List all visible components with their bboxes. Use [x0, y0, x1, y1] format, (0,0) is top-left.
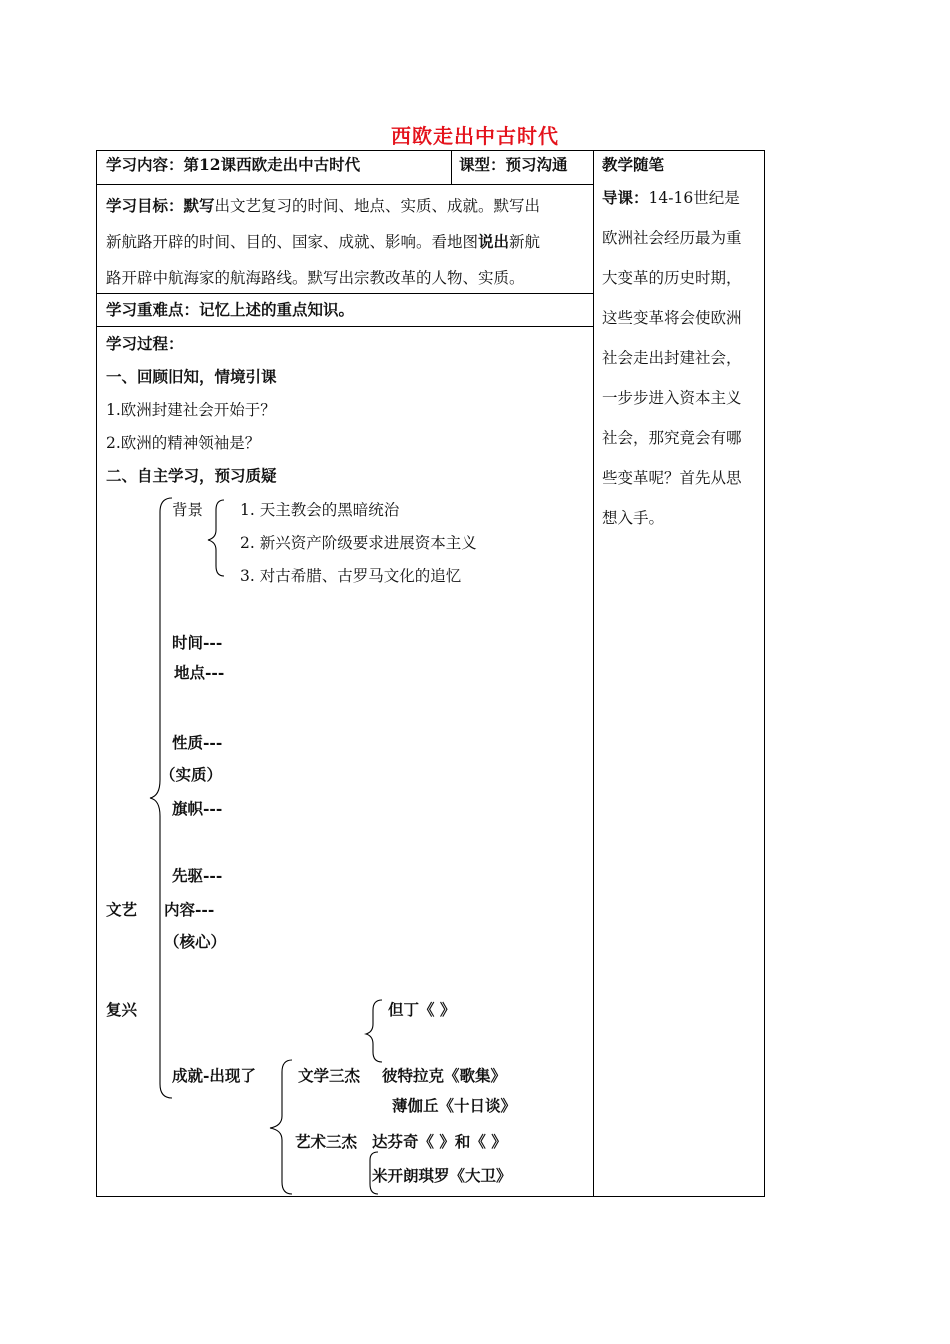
background-item-1: 1. 天主教会的黑暗统治	[240, 501, 400, 519]
background-label: 背景	[172, 501, 204, 519]
intro-label: 导课：	[602, 188, 649, 207]
table-right-border	[764, 150, 765, 1197]
content-label: 内容---	[164, 900, 215, 919]
davinci-works: 达芬奇《 》和《 》	[372, 1132, 507, 1151]
notes-line-8: 些变革呢？首先从思	[602, 469, 742, 487]
left-label-renaissance-1: 文艺	[106, 900, 138, 919]
background-item-3: 3. 对古希腊、古罗马文化的追忆	[240, 567, 462, 585]
notes-line-6: 一步步进入资本主义	[602, 389, 742, 407]
notes-line-3: 大变革的历史时期，	[602, 269, 742, 287]
notes-line-5: 社会走出封建社会，	[602, 349, 742, 367]
time-label: 时间---	[172, 633, 223, 652]
notes-line-2: 欧洲社会经历最为重	[602, 229, 742, 247]
learning-goals	[106, 188, 586, 296]
key-points-label: 学习重难点：	[106, 300, 200, 319]
notes-line-9: 想入手。	[602, 509, 665, 527]
nature-paren: （实质）	[160, 765, 223, 784]
goals-keyword-2: 说出	[478, 232, 510, 251]
key-points-value: 记忆上述的重点知识。	[199, 300, 355, 319]
lesson-type-value: 预习沟通	[505, 155, 568, 174]
goals-text-4: 路开辟中航海家的航海路线。默写出宗教改革的人物、实质。	[106, 269, 525, 287]
goals-label: 学习目标：	[106, 196, 184, 215]
dante-work: 但丁《 》	[388, 1000, 456, 1019]
teaching-notes	[602, 178, 742, 538]
content-value: 第12课西欧走出中古时代	[183, 155, 361, 174]
goals-text-1: 出文艺复习的时间、地点、实质、成就。默写出	[214, 197, 541, 215]
table-left-border	[96, 150, 97, 1197]
content-paren: （核心）	[164, 932, 227, 951]
main-brace	[150, 498, 172, 1098]
page-title: 西欧走出中古时代	[391, 124, 559, 148]
question-1: 1.欧洲封建社会开始于？	[106, 401, 276, 419]
nature-label: 性质---	[172, 733, 223, 752]
section-1-heading: 一、回顾旧知，情境引课	[106, 367, 277, 386]
goals-keyword-1: 默写	[183, 196, 215, 215]
art-label: 艺术三杰	[295, 1132, 358, 1151]
petrarch-work: 彼特拉克《歌集》	[382, 1066, 507, 1085]
notes-line-4: 这些变革将会使欧洲	[602, 309, 742, 327]
banner-label: 旗帜---	[172, 799, 223, 818]
boccaccio-work: 薄伽丘《十日谈》	[392, 1096, 517, 1115]
process-label: 学习过程：	[106, 334, 184, 353]
notes-column-divider	[593, 150, 594, 1197]
place-label: 地点---	[174, 663, 225, 682]
literature-label: 文学三杰	[298, 1066, 361, 1085]
goals-text-3: 新航	[509, 233, 541, 251]
type-cell-divider	[451, 150, 452, 185]
pioneer-label: 先驱---	[172, 866, 223, 885]
lesson-type-label: 课型：	[459, 155, 506, 174]
goals-line-1	[106, 188, 586, 224]
notes-line-7: 社会，那究竟会有哪	[602, 429, 742, 447]
row-divider-1	[96, 184, 594, 185]
content-label	[106, 155, 360, 175]
notes-header: 教学随笔	[602, 155, 665, 174]
achievement-label: 成就-出现了	[172, 1066, 256, 1085]
question-2: 2.欧洲的精神领袖是？	[106, 434, 261, 452]
table-top-border	[96, 150, 765, 151]
lesson-type	[459, 155, 568, 175]
background-item-2: 2. 新兴资产阶级要求进展资本主义	[240, 534, 477, 552]
goals-line-2	[106, 224, 586, 260]
michelangelo-work: 米开朗琪罗《大卫》	[372, 1166, 512, 1185]
dante-brace	[366, 1000, 382, 1062]
section-2-heading: 二、自主学习，预习质疑	[106, 466, 277, 485]
row-divider-3	[96, 326, 594, 327]
achievement-brace	[270, 1060, 292, 1194]
key-points	[106, 300, 354, 320]
background-brace	[208, 500, 224, 576]
left-label-renaissance-2: 复兴	[106, 1000, 138, 1019]
notes-text-1: 14-16世纪是	[648, 189, 740, 207]
goals-line-3	[106, 260, 586, 296]
goals-text-2: 新航路开辟的时间、目的、国家、成就、影响。看地图	[106, 233, 479, 251]
notes-line-1	[602, 178, 742, 218]
content-label-text: 学习内容：	[106, 155, 184, 174]
table-bottom-border	[96, 1196, 765, 1197]
